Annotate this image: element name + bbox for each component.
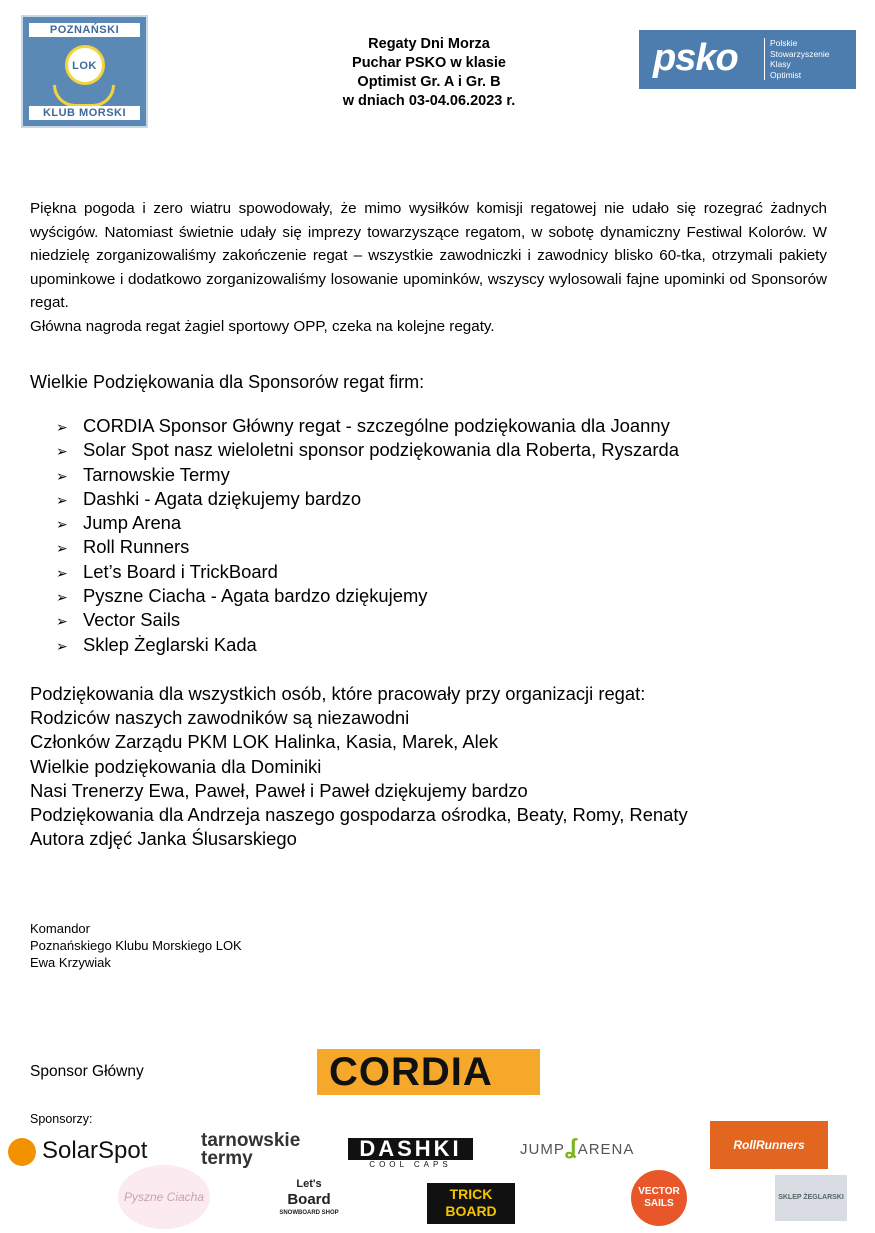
rollrunners-logo: RollRunners: [710, 1121, 828, 1169]
title-line: Optimist Gr. A i Gr. B: [357, 74, 501, 90]
intro-text: [30, 197, 827, 338]
thanks-line: Podziękowania dla wszystkich osób, które pracowały przy organizacji regat:: [30, 683, 646, 704]
lok-logo-top-text: POZNAŃSKI: [49, 24, 120, 36]
dashki-logo-subtext: COOL CAPS: [369, 1160, 452, 1169]
jump-logo-text: JUMP: [520, 1141, 565, 1158]
list-item-text: Solar Spot nasz wieloletni sponsor podziękowania dla Roberta, Ryszarda: [83, 439, 679, 461]
vector-logo-line: SAILS: [644, 1198, 674, 1209]
tarnowskie-logo-line: tarnowskie: [201, 1130, 301, 1151]
main-sponsor-label: Sponsor Główny: [30, 1063, 144, 1080]
right-arrowhead-icon: ➢: [56, 516, 68, 533]
signature-block: [30, 920, 242, 971]
thanks-line: Autora zdjęć Janka Ślusarskiego: [30, 828, 297, 850]
list-item-text: Sklep Żeglarski Kada: [83, 633, 257, 655]
intro-last-line: Główna nagroda regat żagiel sportowy OPP, czeka na kolejne regaty.: [30, 317, 495, 335]
list-item-text: Vector Sails: [83, 609, 181, 631]
lok-club-logo: [21, 15, 148, 128]
right-arrowhead-icon: ➢: [56, 467, 68, 484]
sponsors-heading: Wielkie Podziękowania dla Sponsorów regat firm:: [30, 372, 425, 392]
list-item: [56, 633, 679, 657]
list-item: [56, 560, 679, 584]
cordia-logo: [317, 1049, 540, 1095]
list-item-text: Tarnowskie Termy: [83, 463, 230, 485]
anchor-base-icon: [53, 85, 115, 107]
jump-arena-logo: [520, 1130, 655, 1164]
letsboard-logo: [278, 1176, 340, 1226]
letsboard-logo-top: Let's: [296, 1178, 322, 1190]
document-title: [250, 35, 608, 111]
title-line: w dniach 03-04.06.2023 r.: [342, 93, 516, 109]
pyszne-ciacha-logo: Pyszne Ciacha: [118, 1165, 210, 1229]
dashki-logo-text: DASHKI: [348, 1138, 473, 1160]
list-item-text: Jump Arena: [83, 512, 182, 534]
title-line: Regaty Dni Morza: [368, 36, 490, 52]
intro-paragraph: Piękna pogoda i zero wiatru spowodowały, że mimo wysiłków komisji regatowej nie udało się rozegrać żadnych wyścigów. Natomiast świetnie udały się imprezy towarzyszące regatom, w sobotę dynamiczny Festiwal Kolorów. W niedzielę zorganizowaliśmy zakończenie regat – wszystkie zawodniczki i zawodnicy blisko 60-tka, otrzymali pakiety upominkowe i dodatkowo zorganizowaliśmy losowanie upominków, wszyscy wylosowali fajne upominki od Sponsorów regat.: [30, 200, 827, 311]
vector-logo-line: VECTOR: [638, 1186, 680, 1197]
kada-shop-logo: SKLEP ŻEGLARSKI: [775, 1175, 847, 1221]
list-item: [56, 584, 679, 608]
list-item-text: Pyszne Ciacha - Agata bardzo dziękujemy: [83, 585, 428, 607]
title-line: Puchar PSKO w klasie: [352, 55, 506, 71]
psko-subtitle: [764, 38, 830, 80]
psko-subtitle-line: Klasy: [770, 59, 791, 69]
right-arrowhead-icon: ➢: [56, 613, 68, 630]
sponsor-list: [56, 414, 679, 657]
lok-logo-bottom-text: KLUB MORSKI: [42, 107, 127, 119]
list-item: [56, 438, 679, 462]
cordia-logo-text: CORDIA: [329, 1050, 493, 1094]
right-arrowhead-icon: ➢: [56, 589, 68, 606]
vector-sails-logo: [631, 1170, 687, 1226]
psko-logo: [639, 30, 856, 89]
letsboard-logo-main: Board: [287, 1191, 331, 1208]
tarnowskie-termy-logo: [201, 1132, 301, 1172]
letsboard-logo-sub: SNOWBOARD SHOP: [279, 1210, 339, 1216]
solarspot-logo: [8, 1134, 168, 1168]
thanks-line: Podziękowania dla Andrzeja naszego gospodarza ośrodka, Beaty, Romy, Renaty: [30, 804, 688, 826]
list-item: [56, 463, 679, 487]
sponsors-label: Sponsorzy:: [30, 1112, 93, 1126]
list-item-text: Let’s Board i TrickBoard: [83, 560, 278, 582]
sun-icon: [8, 1138, 36, 1166]
right-arrowhead-icon: ➢: [56, 419, 68, 435]
right-arrowhead-icon: ➢: [56, 540, 68, 557]
list-item: [56, 511, 679, 535]
signature-line: Komandor: [30, 921, 90, 936]
psko-subtitle-line: Polskie: [770, 38, 798, 48]
list-item: [56, 608, 679, 632]
right-arrowhead-icon: ➢: [56, 564, 68, 581]
list-item-text: CORDIA Sponsor Główny regat - szczególne podziękowania dla Joanny: [83, 415, 670, 436]
arena-logo-text: ARENA: [577, 1141, 635, 1158]
psko-subtitle-line: Optimist: [770, 69, 802, 80]
tarnowskie-logo-line: termy: [201, 1148, 253, 1169]
list-item: [56, 535, 679, 559]
list-item: [56, 487, 679, 511]
list-item: [56, 414, 679, 438]
trickboard-logo: [427, 1183, 515, 1224]
thanks-line: Wielkie podziękowania dla Dominiki: [30, 755, 322, 777]
signature-line: Poznańskiego Klubu Morskiego LOK: [30, 938, 242, 953]
thanks-section: [30, 682, 688, 851]
thanks-line: Nasi Trenerzy Ewa, Paweł, Paweł i Paweł dziękujemy bardzo: [30, 779, 528, 801]
thanks-line: Członków Zarządu PKM LOK Halinka, Kasia, Marek, Alek: [30, 731, 499, 753]
thanks-line: Rodziców naszych zawodników są niezawodni: [30, 707, 410, 729]
right-arrowhead-icon: ➢: [56, 637, 68, 654]
list-item-text: Roll Runners: [83, 536, 190, 558]
dashki-logo: [348, 1138, 473, 1170]
lok-logo-middle-text: LOK: [72, 60, 97, 72]
right-arrowhead-icon: ➢: [56, 491, 68, 508]
trickboard-logo-line: TRICK: [449, 1186, 493, 1202]
list-item-text: Dashki - Agata dziękujemy bardzo: [83, 487, 362, 509]
psko-subtitle-line: Stowarzyszenie: [770, 48, 830, 59]
right-arrowhead-icon: ➢: [56, 443, 68, 460]
trickboard-logo-line: BOARD: [445, 1203, 497, 1219]
jumper-icon: ʆ: [564, 1134, 578, 1159]
solarspot-logo-text: SolarSpot: [42, 1137, 148, 1164]
psko-brand-text: psko: [653, 37, 738, 79]
signature-line: Ewa Krzywiak: [30, 955, 111, 970]
